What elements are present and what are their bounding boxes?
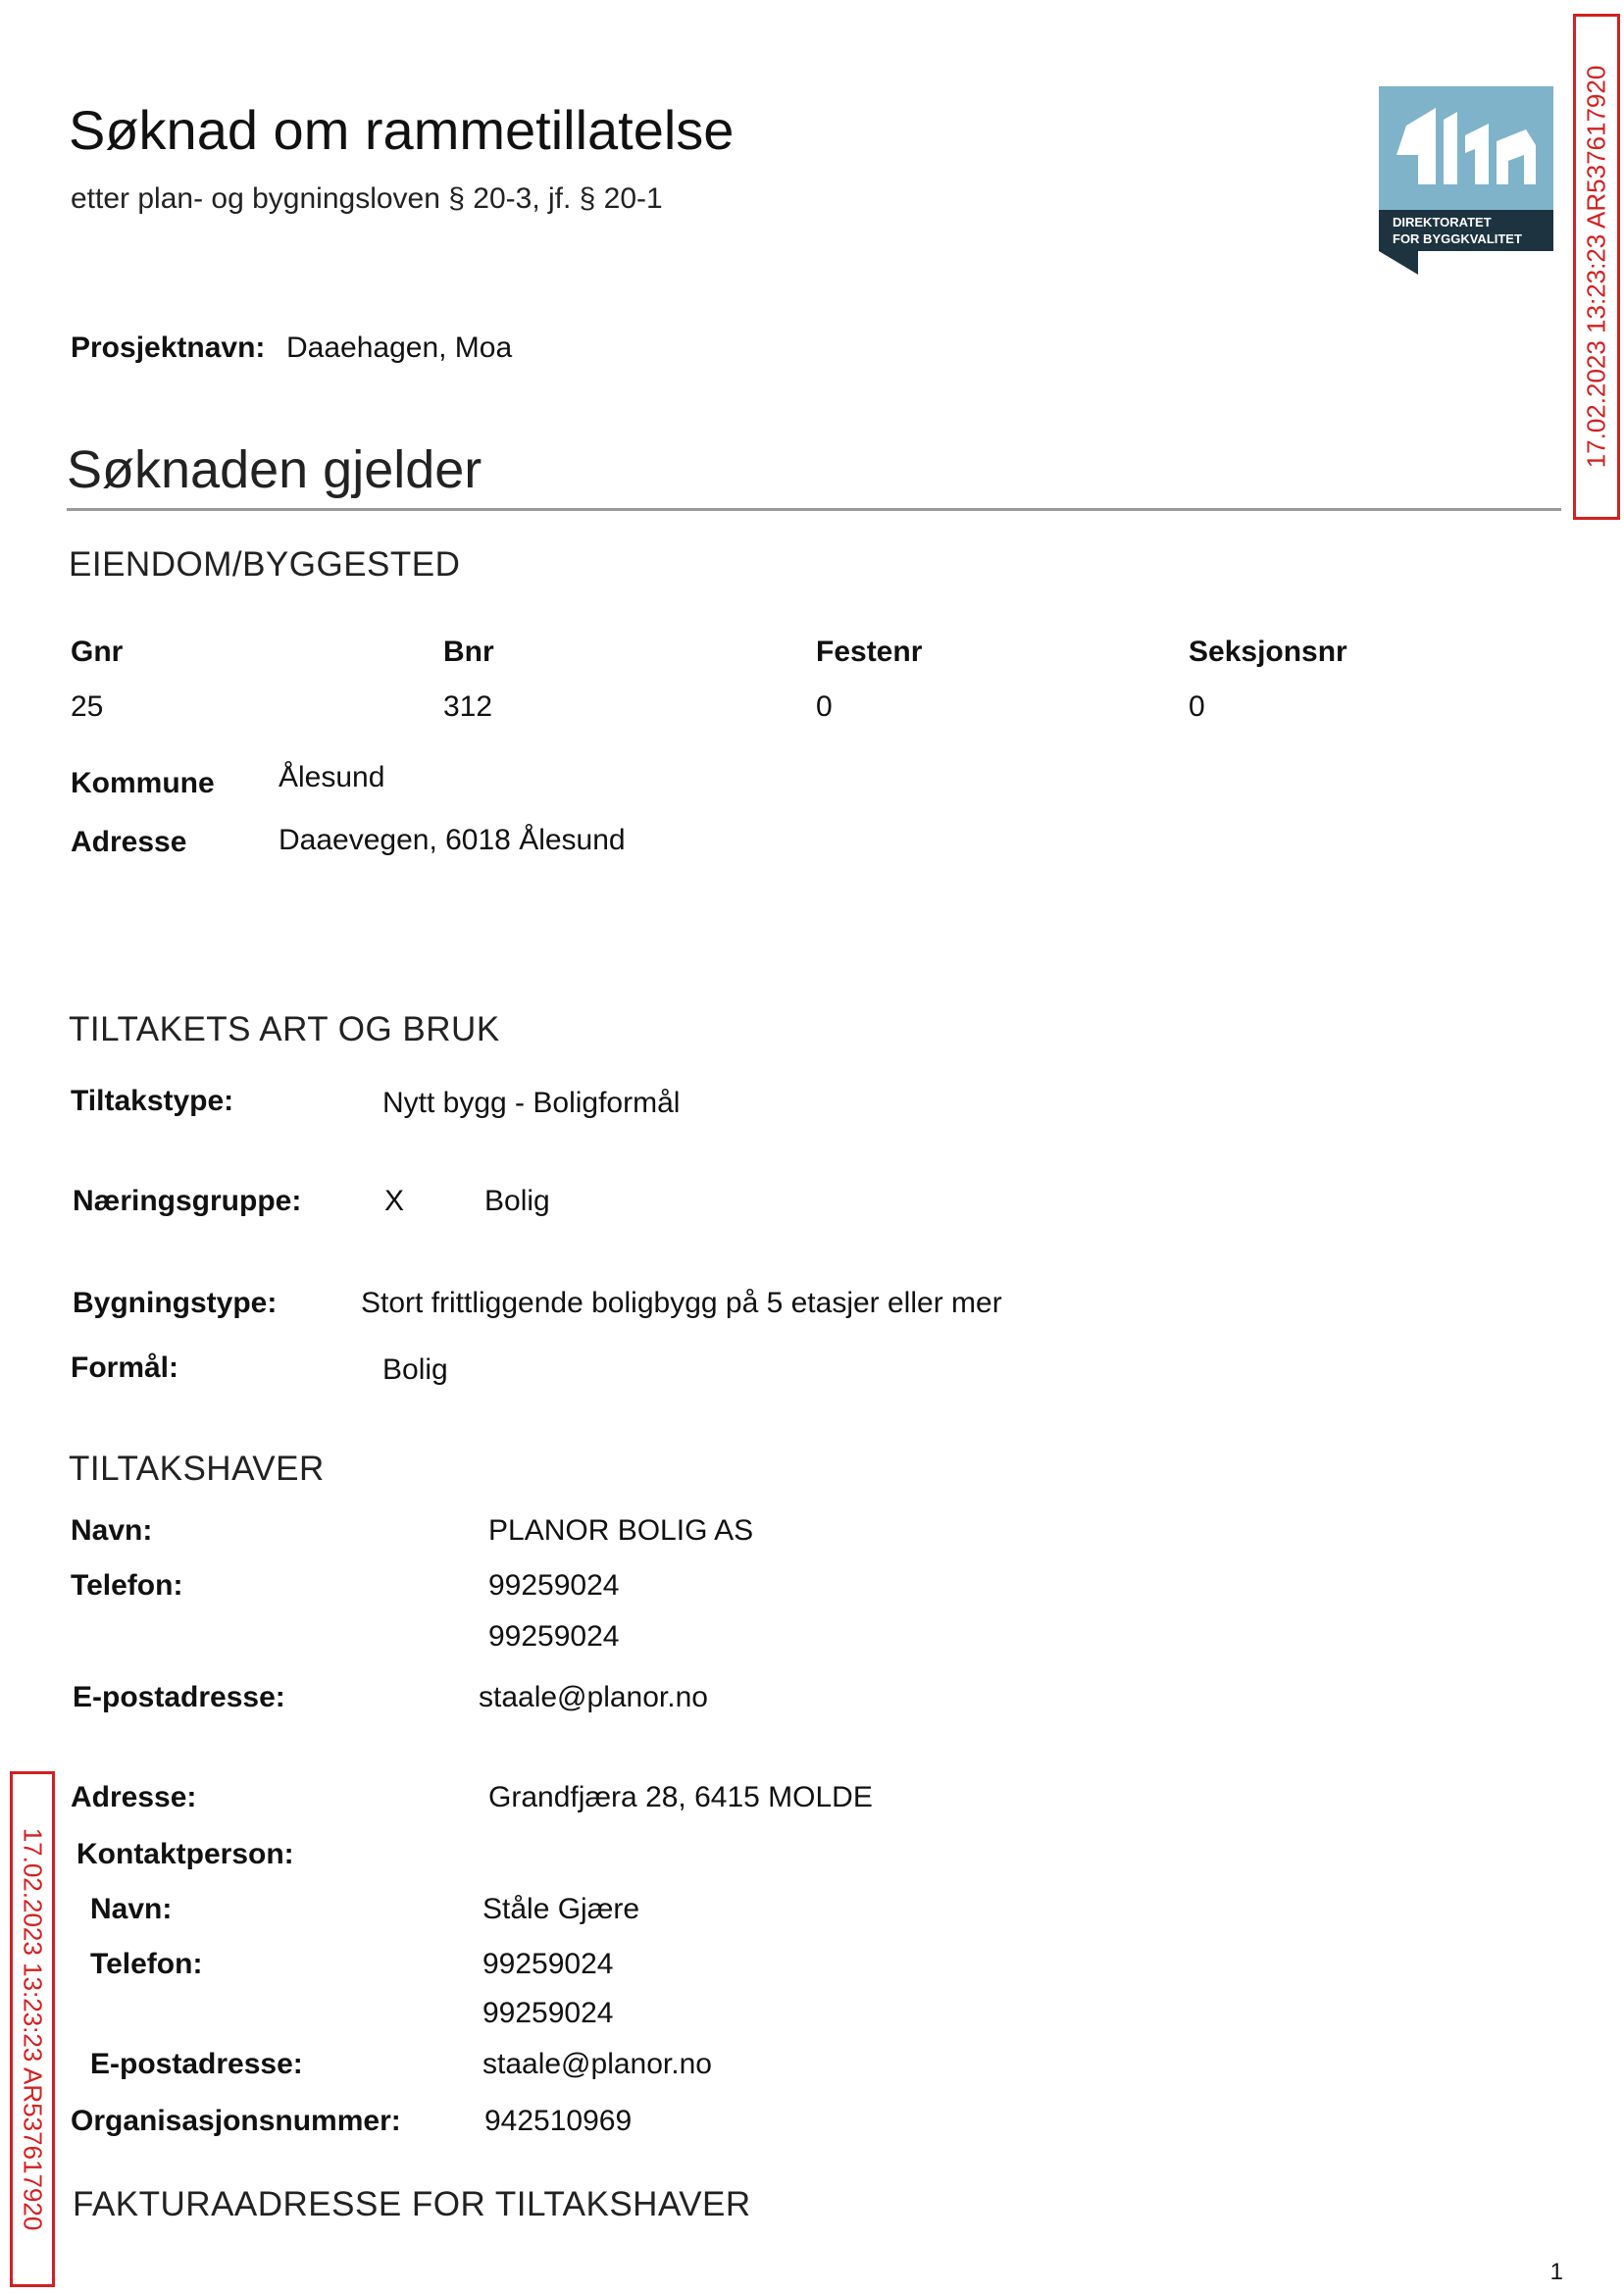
formal-label: Formål: [71,1351,179,1384]
section-title: Søknaden gjelder [67,440,482,499]
tiltakshaver-heading: TILTAKSHAVER [69,1450,325,1488]
kontaktperson-label: Kontaktperson: [76,1838,294,1870]
tiltakstype-label: Tiltakstype: [71,1085,234,1117]
kontakt-telefon-value-2: 99259024 [482,1997,614,2029]
naeringsgruppe-code: X [384,1185,405,1217]
tiltak-heading: TILTAKETS ART OG BRUK [69,1010,500,1048]
bnr-value: 312 [443,690,493,723]
orgnr-label: Organisasjonsnummer: [71,2105,401,2137]
bygningstype-value: Stort frittliggende boligbygg på 5 etasjer eller mer [361,1287,1002,1319]
bnr-label: Bnr [443,636,494,668]
adresse-label: Adresse [71,826,187,858]
festenr-label: Festenr [816,636,923,668]
page-subtitle: etter plan- og bygningsloven § 20-3, jf. § 20-1 [71,182,663,215]
stamp-text: 17.02.2023 13:23:23 AR537617920 [1581,65,1611,469]
seksjonsnr-value: 0 [1189,690,1205,723]
stamp-text: 17.02.2023 13:23:23 AR537617920 [18,1827,48,2231]
kontakt-navn-value: Ståle Gjære [482,1893,640,1925]
seksjonsnr-label: Seksjonsnr [1189,636,1347,668]
telefon-label: Telefon: [71,1569,183,1602]
project-label: Prosjektnavn: [71,331,266,364]
festenr-value: 0 [816,690,833,723]
bygningstype-label: Bygningstype: [73,1287,278,1319]
kontakt-telefon-label: Telefon: [90,1948,203,1980]
section-divider [67,508,1561,511]
faktura-heading: FAKTURAADRESSE FOR TILTAKSHAVER [73,2185,751,2223]
epost-value: staale@planor.no [479,1681,708,1713]
formal-value: Bolig [382,1353,448,1386]
timestamp-stamp-bottom [10,1771,55,2287]
telefon-value-2: 99259024 [488,1620,620,1653]
kontakt-telefon-value-1: 99259024 [482,1948,614,1980]
logo-text-line2: FOR BYGGKVALITET [1393,231,1522,246]
page-number: 1 [1549,2259,1563,2285]
gnr-label: Gnr [71,636,124,668]
logo-text-line1: DIREKTORATET [1393,215,1492,229]
kontakt-epost-label: E-postadresse: [90,2048,303,2080]
dibk-logo [1379,86,1553,275]
page-title: Søknad om rammetillatelse [69,99,735,161]
eiendom-heading: EIENDOM/BYGGESTED [69,545,461,584]
naeringsgruppe-value: Bolig [484,1185,550,1217]
kontakt-navn-label: Navn: [90,1893,173,1925]
timestamp-stamp-top [1573,14,1620,520]
orgnr-value: 942510969 [484,2105,633,2137]
adresse-value: Daaevegen, 6018 Ålesund [279,824,626,856]
tiltakshaver-adresse-value: Grandfjæra 28, 6415 MOLDE [488,1781,873,1813]
navn-value: PLANOR BOLIG AS [488,1514,754,1547]
building-logo-icon [1379,86,1553,275]
navn-label: Navn: [71,1514,153,1547]
epost-label: E-postadresse: [73,1681,285,1713]
tiltakstype-value: Nytt bygg - Boligformål [382,1087,681,1119]
telefon-value-1: 99259024 [488,1569,620,1602]
naeringsgruppe-label: Næringsgruppe: [73,1185,302,1217]
project-value: Daaehagen, Moa [286,331,513,364]
kontakt-epost-value: staale@planor.no [482,2048,712,2080]
kommune-label: Kommune [71,767,215,799]
gnr-value: 25 [71,690,104,723]
tiltakshaver-adresse-label: Adresse: [71,1781,197,1813]
kommune-value: Ålesund [279,761,385,793]
